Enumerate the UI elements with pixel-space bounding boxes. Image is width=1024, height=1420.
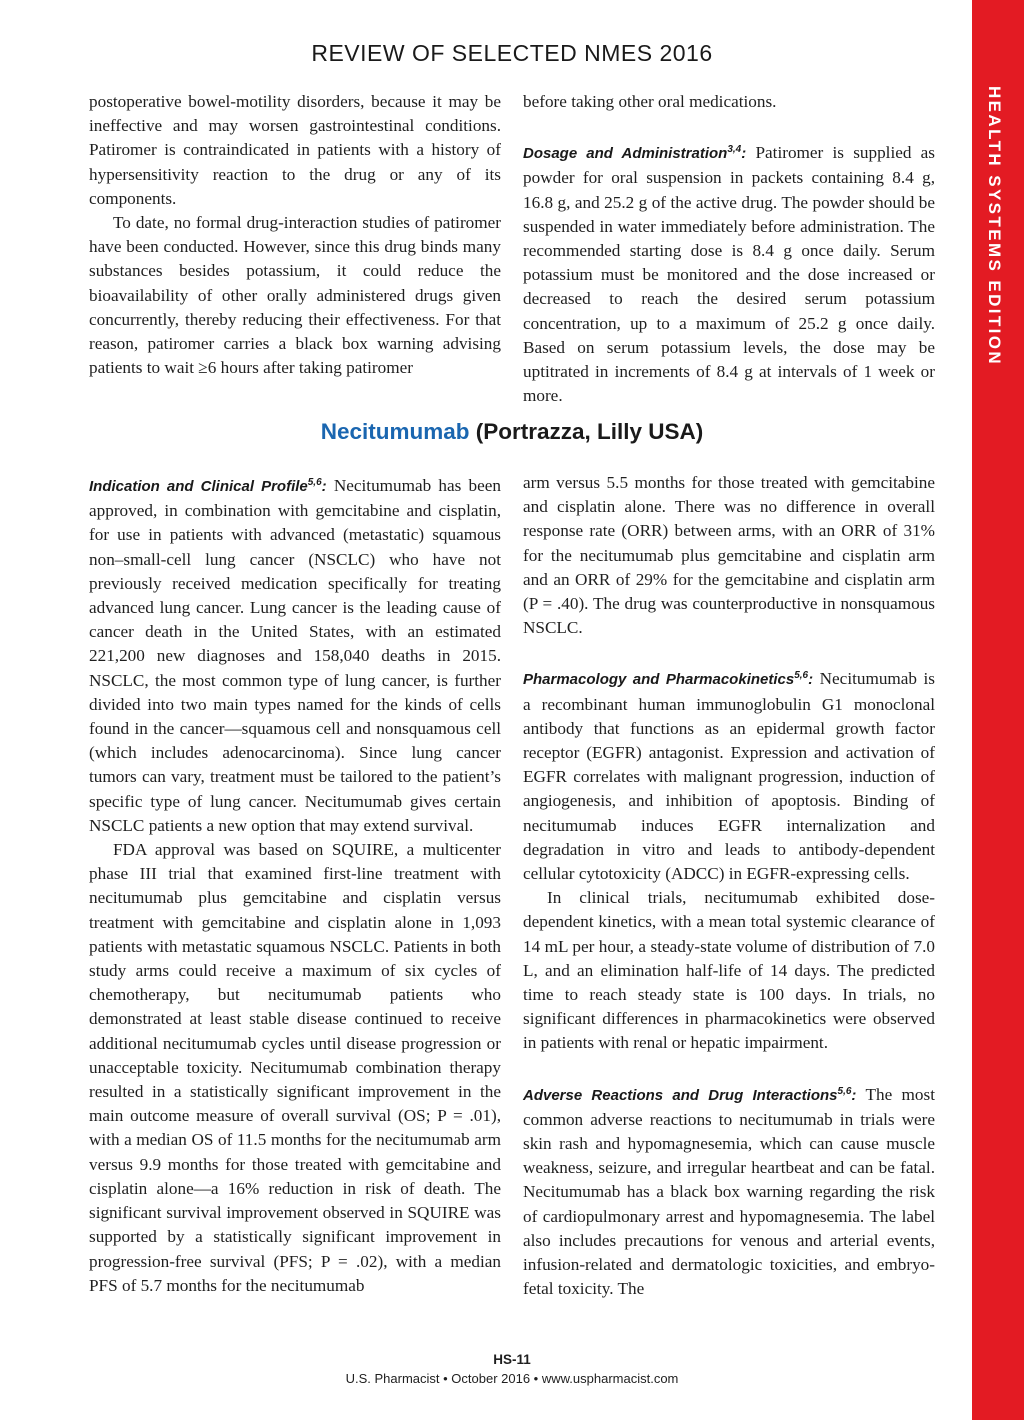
dosage-paragraph bbox=[523, 138, 935, 408]
drug-name: Necitumumab bbox=[320, 419, 470, 444]
subheading-text: Adverse Reactions and Drug Interactions bbox=[523, 1086, 838, 1104]
paragraph: postoperative bowel-motility disorders, because it may be ineffective and may worsen gastrointestinal conditions. Patiromer is contraindicated in patients with a history of hypersensitivity reaction to the drug or any of its components. bbox=[89, 92, 501, 208]
page-number: HS-11 bbox=[493, 1352, 531, 1367]
paragraph: before taking other oral medications. bbox=[523, 92, 777, 111]
subheading-adverse bbox=[523, 1087, 856, 1104]
subheading-pharmacology bbox=[523, 671, 813, 688]
paragraph-text: Patiromer is supplied as powder for oral suspension in packets containing 8.4 g, 16.8 g, and 25.2 g of the active drug. The powder should be suspended in water immediately before administration. The recommended starting dose is 8.4 g once daily. Serum potassium must be monitored and the dose increased or decreased to reach the desired serum potassium concentration, up to a maximum of 25.2 g once daily. Based on serum potassium levels, the dose may be uptitrated in increments of 8.4 g at intervals of 1 week or more. bbox=[523, 143, 935, 406]
reference-superscript: 5,6 bbox=[307, 477, 322, 488]
paragraph-text: Necitumumab has been approved, in combination with gemcitabine and cisplatin, for use in patients with advanced (metastatic) squamous non–small-cell lung cancer (NSCLC) who have not previously received medication specifically for treating advanced lung cancer. Lung cancer is the leading cause of cancer death in the United States, with an estimated 221,200 new diagnoses and 158,040 deaths in 2015. NSCLC, the most common type of lung cancer, is further divided into two main types named for the kinds of cells found in the cancer—squamous cell and nonsquamous cell (which includes adenocarcinoma). Since lung cancer tumors can vary, treatment must be tailored to the patient’s specific type of lung cancer. Necitumumab gives certain NSCLC patients a new option that may extend survival. bbox=[89, 476, 501, 835]
adverse-paragraph bbox=[523, 1080, 935, 1302]
subheading-text: Pharmacology and Pharmacokinetics bbox=[523, 671, 795, 689]
reference-superscript: 3,4 bbox=[727, 144, 742, 156]
running-head-title: REVIEW OF SELECTED NMES 2016 bbox=[311, 40, 713, 66]
top-right-column bbox=[523, 90, 935, 408]
subheading-indication bbox=[89, 478, 327, 495]
subheading-colon: : bbox=[808, 671, 814, 689]
subheading-colon: : bbox=[741, 145, 747, 163]
indication-paragraph bbox=[89, 471, 501, 838]
paragraph: arm versus 5.5 months for those treated with gemcitabine and cisplatin alone. There was no difference in overall response rate (ORR) between arms, with an ORR of 31% for the necitumumab plus gemcitabine and cisplatin arm and an ORR of 29% for the gemcitabine and cisplatin arm (P = .40). The drug was counterproductive in nonsquamous NSCLC. bbox=[523, 473, 935, 638]
side-edition-label: HEALTH SYSTEMS EDITION bbox=[985, 86, 1004, 367]
top-left-column bbox=[89, 90, 501, 380]
paragraph-text: The most common adverse reactions to necitumumab in trials were skin rash and hypomagnesemia, which can cause muscle weakness, seizure, and irregular heartbeat and can be fatal. Necitumumab has a black box warning regarding the risk of cardiopulmonary arrest and hypomagnesemia. The label also includes precautions for venous and arterial events, infusion-related and dermatologic toxicities, and embryo-fetal toxicity. The bbox=[523, 1084, 935, 1299]
reference-superscript: 5,6 bbox=[837, 1085, 852, 1097]
subheading-dosage bbox=[523, 145, 746, 162]
footer-publication: U.S. Pharmacist • October 2016 • www.uspharmacist.com bbox=[345, 1371, 679, 1386]
subheading-colon: : bbox=[321, 478, 327, 495]
paragraph: To date, no formal drug-interaction studies of patiromer have been conducted. However, since this drug binds many substances besides potassium, it could reduce the bioavailability of other orally administered drugs given concurrently, thereby reducing their effectiveness. For that reason, patiromer carries a black box warning advising patients to wait ≥6 hours after taking patiromer bbox=[89, 213, 501, 378]
subheading-text: Dosage and Administration bbox=[523, 145, 728, 163]
subheading-colon: : bbox=[851, 1086, 857, 1104]
drug-brand: (Portrazza, Lilly USA) bbox=[469, 419, 704, 444]
subheading-text: Indication and Clinical Profile bbox=[89, 478, 308, 495]
bottom-left-column bbox=[89, 471, 501, 1298]
paragraph: FDA approval was based on SQUIRE, a multicenter phase III trial that examined first-line treatment with necitumumab plus gemcitabine and cisplatin versus treatment with gemcitabine and cisplatin alone in 1,093 patients with metastatic squamous NSCLC. Patients in both study arms could receive a maximum of six cycles of chemotherapy, but necitumumab patients who demonstrated at least stable disease continued to receive additional necitumumab cycles until disease progression or unacceptable toxicity. Necitumumab combination therapy resulted in a statistically significant improvement in the main outcome measure of overall survival (OS; P = .01), with a median OS of 11.5 months for the necitumumab arm versus 9.9 months for those treated with gemcitabine and cisplatin alone—a 16% reduction in risk of death. The significant survival improvement observed in SQUIRE was supported by a statistically significant improvement in progression-free survival (PFS; P = .02), with a median PFS of 5.7 months for the necitumumab bbox=[89, 840, 501, 1295]
section-heading bbox=[0, 419, 1024, 445]
bottom-right-column bbox=[523, 471, 935, 1302]
paragraph-text: Necitumumab is a recombinant human immunoglobulin G1 monoclonal antibody that functions as an epidermal growth factor receptor (EGFR) antagonist. Expression and activation of EGFR correlates with malignant progression, induction of angiogenesis, and inhibition of apoptosis. Binding of necitumumab induces EGFR internalization and degradation in vitro and leads to antibody-dependent cellular cytotoxicity (ADCC) in EGFR-expressing cells. bbox=[523, 669, 935, 884]
side-edition-tab bbox=[972, 0, 1024, 1420]
reference-superscript: 5,6 bbox=[794, 670, 809, 682]
pharmacology-paragraph bbox=[523, 664, 935, 886]
paragraph: In clinical trials, necitumumab exhibited dose-dependent kinetics, with a mean total systemic clearance of 14 mL per hour, a steady-state volume of distribution of 7.0 L, and an elimination half-life of 14 days. The predicted time to reach steady state is 100 days. In trials, no significant differences in pharmacokinetics were observed in patients with renal or hepatic impairment. bbox=[523, 888, 935, 1053]
